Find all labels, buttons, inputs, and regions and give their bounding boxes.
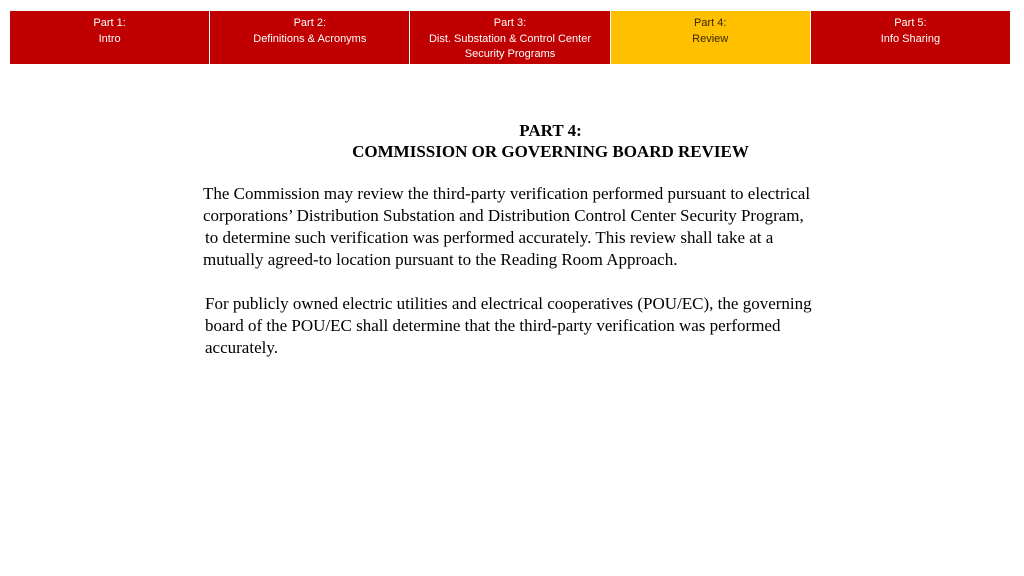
heading-title: COMMISSION OR GOVERNING BOARD REVIEW xyxy=(352,142,749,161)
tab-label-line: Part 4: xyxy=(694,17,727,29)
tab-label-line: Intro xyxy=(98,32,121,45)
tab-part-3-security-programs[interactable] xyxy=(410,11,610,64)
tab-part-4-review[interactable] xyxy=(611,11,811,64)
paragraph-line: corporations’ Distribution Substation and Distribution Control Center Security Program, xyxy=(203,206,804,225)
section-nav xyxy=(10,11,1010,64)
document-excerpt xyxy=(203,120,858,359)
tab-label-line: Definitions & Acronyms xyxy=(253,32,367,45)
tab-label-line: Info Sharing xyxy=(880,32,941,45)
paragraph-line: board of the POU/EC shall determine that the third-party verification was performed xyxy=(205,316,781,335)
paragraph-pou-ec-review xyxy=(205,293,858,359)
tab-label-line: Part 2: xyxy=(293,17,326,29)
paragraph-line: For publicly owned electric utilities and electrical cooperatives (POU/EC), the governing xyxy=(205,294,812,313)
heading-part-number: PART 4: xyxy=(519,121,582,140)
tab-part-1-intro[interactable] xyxy=(10,11,210,64)
tab-part-2-definitions[interactable] xyxy=(210,11,410,64)
tab-label-line: Part 5: xyxy=(894,17,927,29)
tab-label-line: Part 3: xyxy=(493,17,527,29)
paragraph-line: The Commission may review the third-party verification performed pursuant to electrical xyxy=(203,184,811,203)
tab-label-line: Security Programs xyxy=(464,48,556,60)
paragraph-line: accurately. xyxy=(205,338,278,357)
tab-label-line: Part 1: xyxy=(93,17,126,29)
tab-label-line: Dist. Substation & Control Center xyxy=(428,32,592,45)
paragraph-line: to determine such verification was performed accurately. This review shall take at a xyxy=(205,228,774,247)
document-heading xyxy=(243,120,858,162)
paragraph-commission-review xyxy=(203,183,858,271)
paragraph-line: mutually agreed-to location pursuant to the Reading Room Approach. xyxy=(203,250,678,269)
tab-part-5-info-sharing[interactable] xyxy=(811,11,1010,64)
tab-label-line: Review xyxy=(692,32,729,45)
